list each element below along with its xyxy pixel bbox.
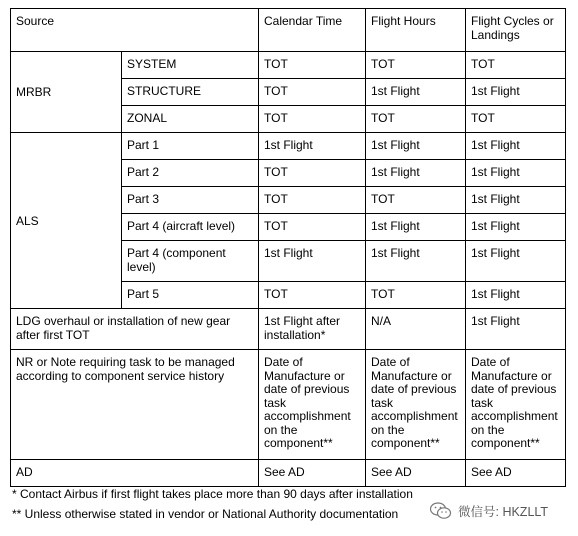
table-row xyxy=(11,133,566,160)
cell-hours: TOT xyxy=(366,187,466,214)
cell-hours: 1st Flight xyxy=(366,133,466,160)
row-label: Part 4 (aircraft level) xyxy=(122,214,259,241)
cell-calendar: TOT xyxy=(259,52,366,79)
row-label: SYSTEM xyxy=(122,52,259,79)
wechat-icon xyxy=(430,502,452,520)
cell-calendar: TOT xyxy=(259,106,366,133)
cell-calendar: 1st Flight xyxy=(259,133,366,160)
row-label-ad: AD xyxy=(11,460,259,487)
footnote-2: ** Unless otherwise stated in vendor or National Authority documentation xyxy=(12,507,399,521)
cell-cycles: 1st Flight xyxy=(466,309,566,350)
row-label: Part 5 xyxy=(122,282,259,309)
cell-calendar: TOT xyxy=(259,187,366,214)
row-label-nr: NR or Note requiring task to be managed according to component service history xyxy=(11,350,259,460)
group-als: ALS xyxy=(11,133,122,309)
cell-cycles: 1st Flight xyxy=(466,133,566,160)
row-label: Part 3 xyxy=(122,187,259,214)
header-flight-hours: Flight Hours xyxy=(366,9,466,52)
cell-calendar: TOT xyxy=(259,282,366,309)
header-calendar-time: Calendar Time xyxy=(259,9,366,52)
cell-hours: 1st Flight xyxy=(366,79,466,106)
table-row xyxy=(11,309,566,350)
row-label: Part 4 (component level) xyxy=(122,241,259,282)
cell-hours: Date of Manufacture or date of previous task accomplishment on the component** xyxy=(366,350,466,460)
cell-calendar: 1st Flight xyxy=(259,241,366,282)
cell-hours: 1st Flight xyxy=(366,214,466,241)
cell-calendar: Date of Manufacture or date of previous task accomplishment on the component** xyxy=(259,350,366,460)
cell-cycles: Date of Manufacture or date of previous task accomplishment on the component** xyxy=(466,350,566,460)
cell-calendar: See AD xyxy=(259,460,366,487)
cell-calendar: TOT xyxy=(259,79,366,106)
row-label: Part 2 xyxy=(122,160,259,187)
watermark-text: 微信号: HKZLLT xyxy=(458,505,549,519)
cell-hours: 1st Flight xyxy=(366,241,466,282)
table-row xyxy=(11,52,566,79)
row-label: ZONAL xyxy=(122,106,259,133)
table-row xyxy=(11,460,566,487)
cell-cycles: 1st Flight xyxy=(466,79,566,106)
cell-cycles: 1st Flight xyxy=(466,214,566,241)
footnote-1: * Contact Airbus if first flight takes place more than 90 days after installation xyxy=(12,487,413,501)
cell-cycles: TOT xyxy=(466,52,566,79)
cell-cycles: See AD xyxy=(466,460,566,487)
cell-hours: TOT xyxy=(366,52,466,79)
row-label: Part 1 xyxy=(122,133,259,160)
cell-calendar: TOT xyxy=(259,160,366,187)
header-flight-cycles: Flight Cycles or Landings xyxy=(466,9,566,52)
cell-calendar: TOT xyxy=(259,214,366,241)
cell-hours: See AD xyxy=(366,460,466,487)
header-row xyxy=(11,9,566,52)
cell-hours: 1st Flight xyxy=(366,160,466,187)
group-mrbr: MRBR xyxy=(11,52,122,133)
cell-cycles: 1st Flight xyxy=(466,241,566,282)
cell-hours: TOT xyxy=(366,106,466,133)
cell-calendar: 1st Flight after installation* xyxy=(259,309,366,350)
cell-hours: N/A xyxy=(366,309,466,350)
footnotes xyxy=(12,487,413,527)
row-label: STRUCTURE xyxy=(122,79,259,106)
table-row xyxy=(11,350,566,460)
header-source: Source xyxy=(11,9,259,52)
watermark xyxy=(430,502,548,520)
row-label-ldg: LDG overhaul or installation of new gear after first TOT xyxy=(11,309,259,350)
source-timing-table xyxy=(10,8,566,487)
cell-hours: TOT xyxy=(366,282,466,309)
cell-cycles: 1st Flight xyxy=(466,282,566,309)
cell-cycles: TOT xyxy=(466,106,566,133)
cell-cycles: 1st Flight xyxy=(466,160,566,187)
cell-cycles: 1st Flight xyxy=(466,187,566,214)
